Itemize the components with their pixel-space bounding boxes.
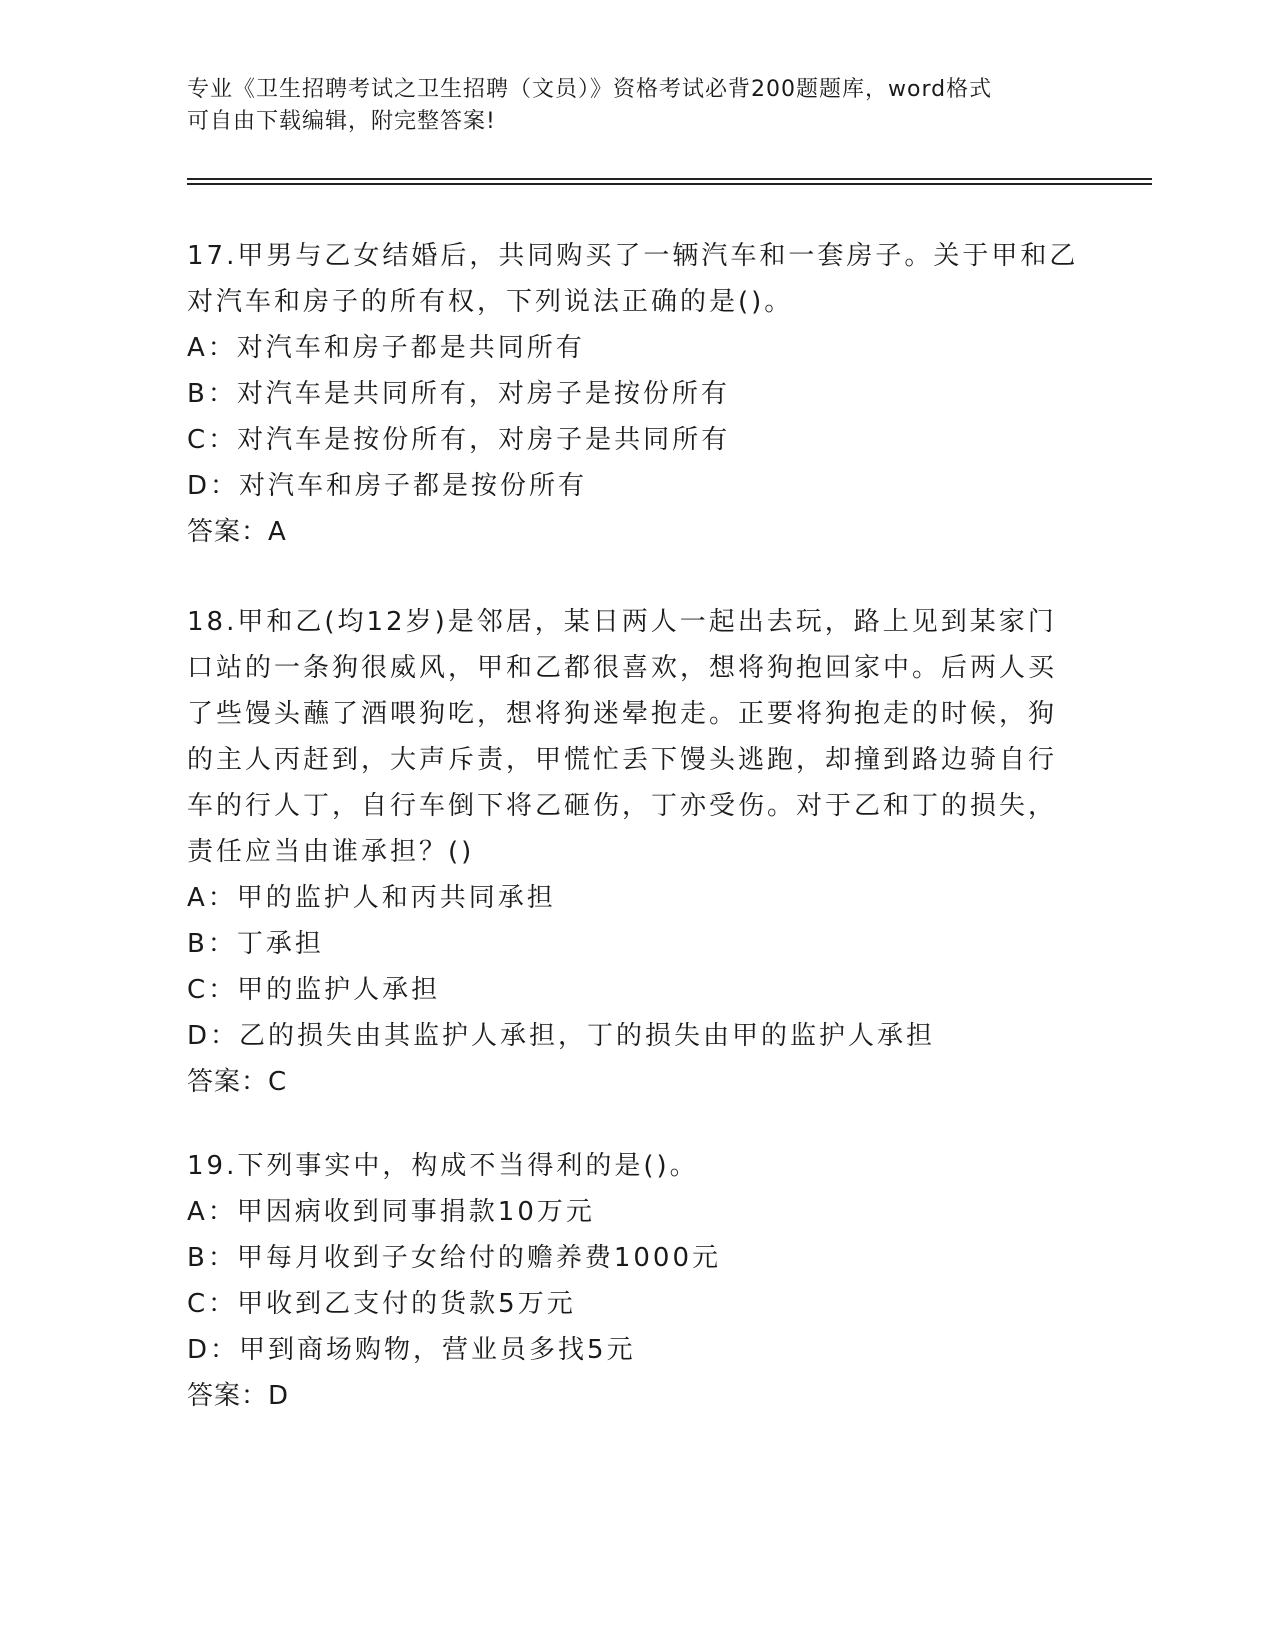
option-b: B：丁承担	[187, 929, 324, 959]
question-stem-line: 口站的一条狗很威风，甲和乙都很喜欢，想将狗抱回家中。后两人买	[187, 653, 1058, 683]
document-header	[187, 74, 1067, 138]
option-a: A：甲因病收到同事捐款10万元	[187, 1197, 595, 1227]
question-18	[187, 599, 1087, 1105]
header-divider-bottom	[187, 183, 1152, 185]
option-d: D：对汽车和房子都是按份所有	[187, 471, 588, 501]
answer-label: 答案：D	[187, 1381, 290, 1411]
question-stem-line: 对汽车和房子的所有权，下列说法正确的是()。	[187, 287, 794, 317]
answer-label: 答案：A	[187, 517, 287, 547]
question-stem-line: 责任应当由谁承担？()	[187, 837, 475, 867]
question-17	[187, 233, 1087, 555]
question-stem-line: 18.甲和乙(均12岁)是邻居，某日两人一起出去玩，路上见到某家门	[187, 607, 1057, 637]
option-d: D：甲到商场购物，营业员多找5元	[187, 1335, 636, 1365]
option-c: C：甲的监护人承担	[187, 975, 441, 1005]
question-stem-line: 19.下列事实中，构成不当得利的是()。	[187, 1151, 699, 1181]
option-b: B：甲每月收到子女给付的赡养费1000元	[187, 1243, 722, 1273]
option-b: B：对汽车是共同所有，对房子是按份所有	[187, 379, 730, 409]
question-stem-line: 了些馒头蘸了酒喂狗吃，想将狗迷晕抱走。正要将狗抱走的时候，狗	[187, 699, 1058, 729]
header-line-2: 可自由下载编辑，附完整答案!	[187, 109, 496, 134]
question-19	[187, 1143, 1087, 1419]
option-a: A：对汽车和房子都是共同所有	[187, 333, 585, 363]
question-stem-line: 17.甲男与乙女结婚后，共同购买了一辆汽车和一套房子。关于甲和乙	[187, 241, 1079, 271]
option-c: C：甲收到乙支付的货款5万元	[187, 1289, 576, 1319]
question-stem-line: 车的行人丁，自行车倒下将乙砸伤，丁亦受伤。对于乙和丁的损失，	[187, 791, 1058, 821]
answer-label: 答案：C	[187, 1067, 288, 1097]
question-stem-line: 的主人丙赶到，大声斥责，甲慌忙丢下馒头逃跑，却撞到路边骑自行	[187, 745, 1058, 775]
header-line-1: 专业《卫生招聘考试之卫生招聘（文员）》资格考试必背200题题库，word格式	[187, 77, 993, 102]
option-a: A：甲的监护人和丙共同承担	[187, 883, 556, 913]
option-d: D：乙的损失由其监护人承担，丁的损失由甲的监护人承担	[187, 1021, 936, 1051]
header-divider-top	[187, 178, 1152, 180]
option-c: C：对汽车是按份所有，对房子是共同所有	[187, 425, 731, 455]
